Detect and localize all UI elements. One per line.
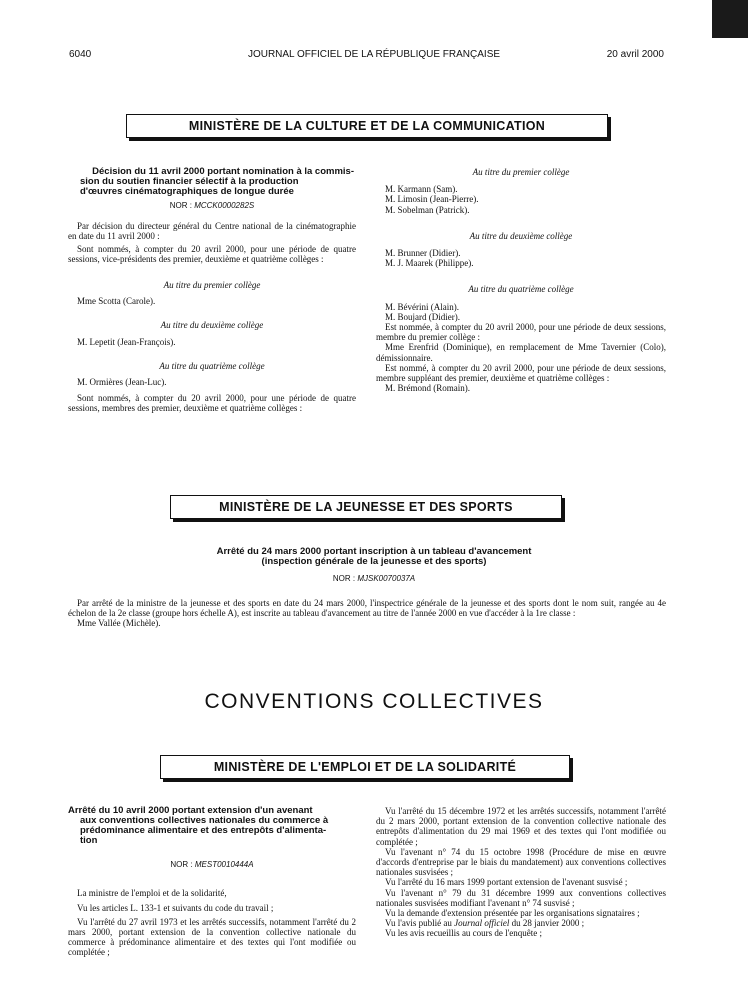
- decision-title-line: Décision du 11 avril 2000 portant nomination à la commis-: [92, 166, 354, 177]
- appointee-name: Mme Scotta (Carole).: [77, 296, 156, 307]
- paragraph: Vu l'avenant n° 74 du 15 octobre 1998 (Procédure de mise en œuvre d'accords d'entreprise par le biais du mandatement) aux conventions collectives nationales susvisées ;: [376, 846, 666, 878]
- jeunesse-body: [68, 598, 666, 629]
- arrete-title-line: aux conventions collectives nationales du commerce à: [80, 815, 329, 826]
- paragraph: [376, 918, 666, 928]
- ministry-title-jeunesse: MINISTÈRE DE LA JEUNESSE ET DES SPORTS: [219, 500, 513, 514]
- nor-code: MEST0010444A: [194, 860, 254, 869]
- paragraph: Sont nommés, à compter du 20 avril 2000, pour une période de quatre sessions, membres des premier, deuxième et quatrième collèges :: [68, 393, 356, 414]
- journal-title: JOURNAL OFFICIEL DE LA RÉPUBLIQUE FRANÇAISE: [247, 49, 501, 60]
- college-heading: Au titre du deuxième collège: [160, 320, 264, 331]
- paragraph: Vu l'avenant n° 79 du 31 décembre 1999 aux conventions collectives nationales susvisées modifiant l'avenant n° 74 susvisé ;: [376, 887, 666, 908]
- appointee-name: M. Sobelman (Patrick).: [385, 204, 470, 215]
- text-segment: Vu l'avis publié au: [385, 918, 452, 929]
- ministry-box-emploi: [160, 755, 570, 779]
- paragraph: Vu l'arrêté du 16 mars 1999 portant extension de l'avenant susvisé ;: [385, 877, 628, 888]
- ministry-title-emploi: MINISTÈRE DE L'EMPLOI ET DE LA SOLIDARITÉ: [213, 760, 517, 774]
- nor-label: NOR :: [170, 860, 193, 869]
- paragraph: Vu l'arrêté du 27 avril 1973 et les arrêtés successifs, notamment l'arrêté du 2 mars 2000, portant extension de la convention collective nationale du commerce à prédominance alimentaire et des textes qui l'ont modifiée ou complétée ;: [68, 916, 356, 958]
- nor-code: MJSK0070037A: [357, 574, 416, 583]
- issue-date: 20 avril 2000: [606, 49, 664, 60]
- appointee-name: M. Bévérini (Alain).: [385, 301, 459, 312]
- appointee-name: M. Limosin (Jean-Pierre).: [385, 194, 479, 205]
- journal-name: Journal officiel: [454, 918, 510, 929]
- ministry-title-culture: MINISTÈRE DE LA CULTURE ET DE LA COMMUNICATION: [188, 119, 546, 133]
- arrete-title-line: tion: [80, 835, 98, 846]
- arrete-title-line: Arrêté du 10 avril 2000 portant extension d'un avenant: [68, 805, 313, 816]
- paragraph: Vu les articles L. 133-1 et suivants du code du travail ;: [77, 903, 274, 914]
- nor-label: NOR :: [332, 574, 356, 583]
- arrete-title-line: prédominance alimentaire et des entrepôts d'alimenta-: [80, 825, 327, 836]
- conventions-heading: CONVENTIONS COLLECTIVES: [204, 690, 544, 713]
- college-heading: Au titre du quatrième collège: [468, 284, 574, 295]
- paragraph: Est nommé, à compter du 20 avril 2000, pour une période de deux sessions, membre suppléant des premier, deuxième et quatrième collèges :: [376, 362, 666, 384]
- nor-reference-jeunesse: [0, 574, 748, 583]
- paragraph: Vu la demande d'extension présentée par les organisations signataires ;: [385, 908, 640, 919]
- page-corner-mark: [712, 0, 748, 38]
- appointee-name: M. Ormières (Jean-Luc).: [77, 377, 167, 388]
- ministry-box-jeunesse: [170, 495, 562, 519]
- ministry-box-culture: [126, 114, 608, 138]
- page-number: 6040: [69, 49, 92, 60]
- college-heading: Au titre du premier collège: [472, 167, 570, 177]
- nor-reference: [68, 201, 356, 211]
- culture-right-column: [376, 167, 666, 393]
- arrete-title-jeunesse: [0, 547, 748, 567]
- culture-left-column: [68, 167, 356, 414]
- college-heading: Au titre du quatrième collège: [159, 360, 265, 371]
- paragraph: Par décision du directeur général du Centre national de la cinématographie en date du 11 avril 2000 :: [68, 221, 356, 242]
- arrete-title-line: (inspection générale de la jeunesse et des sports): [261, 556, 487, 567]
- appointee-name: M. Karmann (Sam).: [385, 184, 458, 195]
- appointee-name: M. Boujard (Didier).: [385, 311, 460, 322]
- decision-title-line: d'œuvres cinématographiques de longue durée: [80, 186, 294, 197]
- appointee-name: M. Lepetit (Jean-François).: [77, 336, 176, 347]
- paragraph: Vu l'arrêté du 15 décembre 1972 et les arrêtés successifs, notamment l'arrêté du 2 mars 2000, portant extension de la convention collective nationale des entrepôts d'alimentation du 29 mai 1969 et des textes qui l'ont modifiée ou complétée ;: [376, 806, 666, 847]
- paragraph: La ministre de l'emploi et de la solidarité,: [77, 888, 227, 899]
- college-heading: Au titre du deuxième collège: [469, 230, 573, 241]
- emploi-right-column: [376, 806, 666, 939]
- paragraph: Par arrêté de la ministre de la jeunesse et des sports en date du 24 mars 2000, l'inspectrice générale de la jeunesse et des sports dont le nom suit, rangée au 4e échelon de la 2e classe (groupe hors échelle A), est inscrite au tableau d'avancement au titre de l'année 2000 en vue d'accéder à la 1re classe :: [68, 598, 666, 619]
- nor-label: NOR :: [169, 201, 192, 210]
- arrete-title-emploi: [68, 806, 356, 846]
- appointee-name: Mme Vallée (Michèle).: [77, 618, 161, 629]
- college-heading: Au titre du premier collège: [163, 280, 261, 291]
- paragraph: Vu les avis recueillis au cours de l'enquête ;: [385, 928, 543, 939]
- nor-code: MCCK0000282S: [194, 201, 255, 210]
- decision-title-line: sion du soutien financier sélectif à la production: [80, 176, 299, 187]
- text-segment: du 28 janvier 2000 ;: [511, 918, 585, 929]
- appointee-name: M. J. Maarek (Philippe).: [385, 258, 474, 269]
- emploi-left-column: [68, 806, 356, 957]
- appointee-name: M. Brunner (Didier).: [385, 248, 461, 259]
- appointee-name: M. Brémond (Romain).: [385, 383, 470, 394]
- paragraph: Est nommée, à compter du 20 avril 2000, pour une période de deux sessions, membre du premier collège :: [376, 322, 666, 343]
- paragraph: Mme Erenfrid (Dominique), en remplacement de Mme Tavernier (Colo), démissionnaire.: [376, 342, 666, 363]
- decision-title: [68, 167, 356, 197]
- nor-reference: [68, 860, 356, 870]
- paragraph: Sont nommés, à compter du 20 avril 2000, pour une période de quatre sessions, vice-présidents des premier, deuxième et quatrième collèges :: [68, 243, 356, 264]
- arrete-title-line: Arrêté du 24 mars 2000 portant inscription à un tableau d'avancement: [216, 546, 532, 557]
